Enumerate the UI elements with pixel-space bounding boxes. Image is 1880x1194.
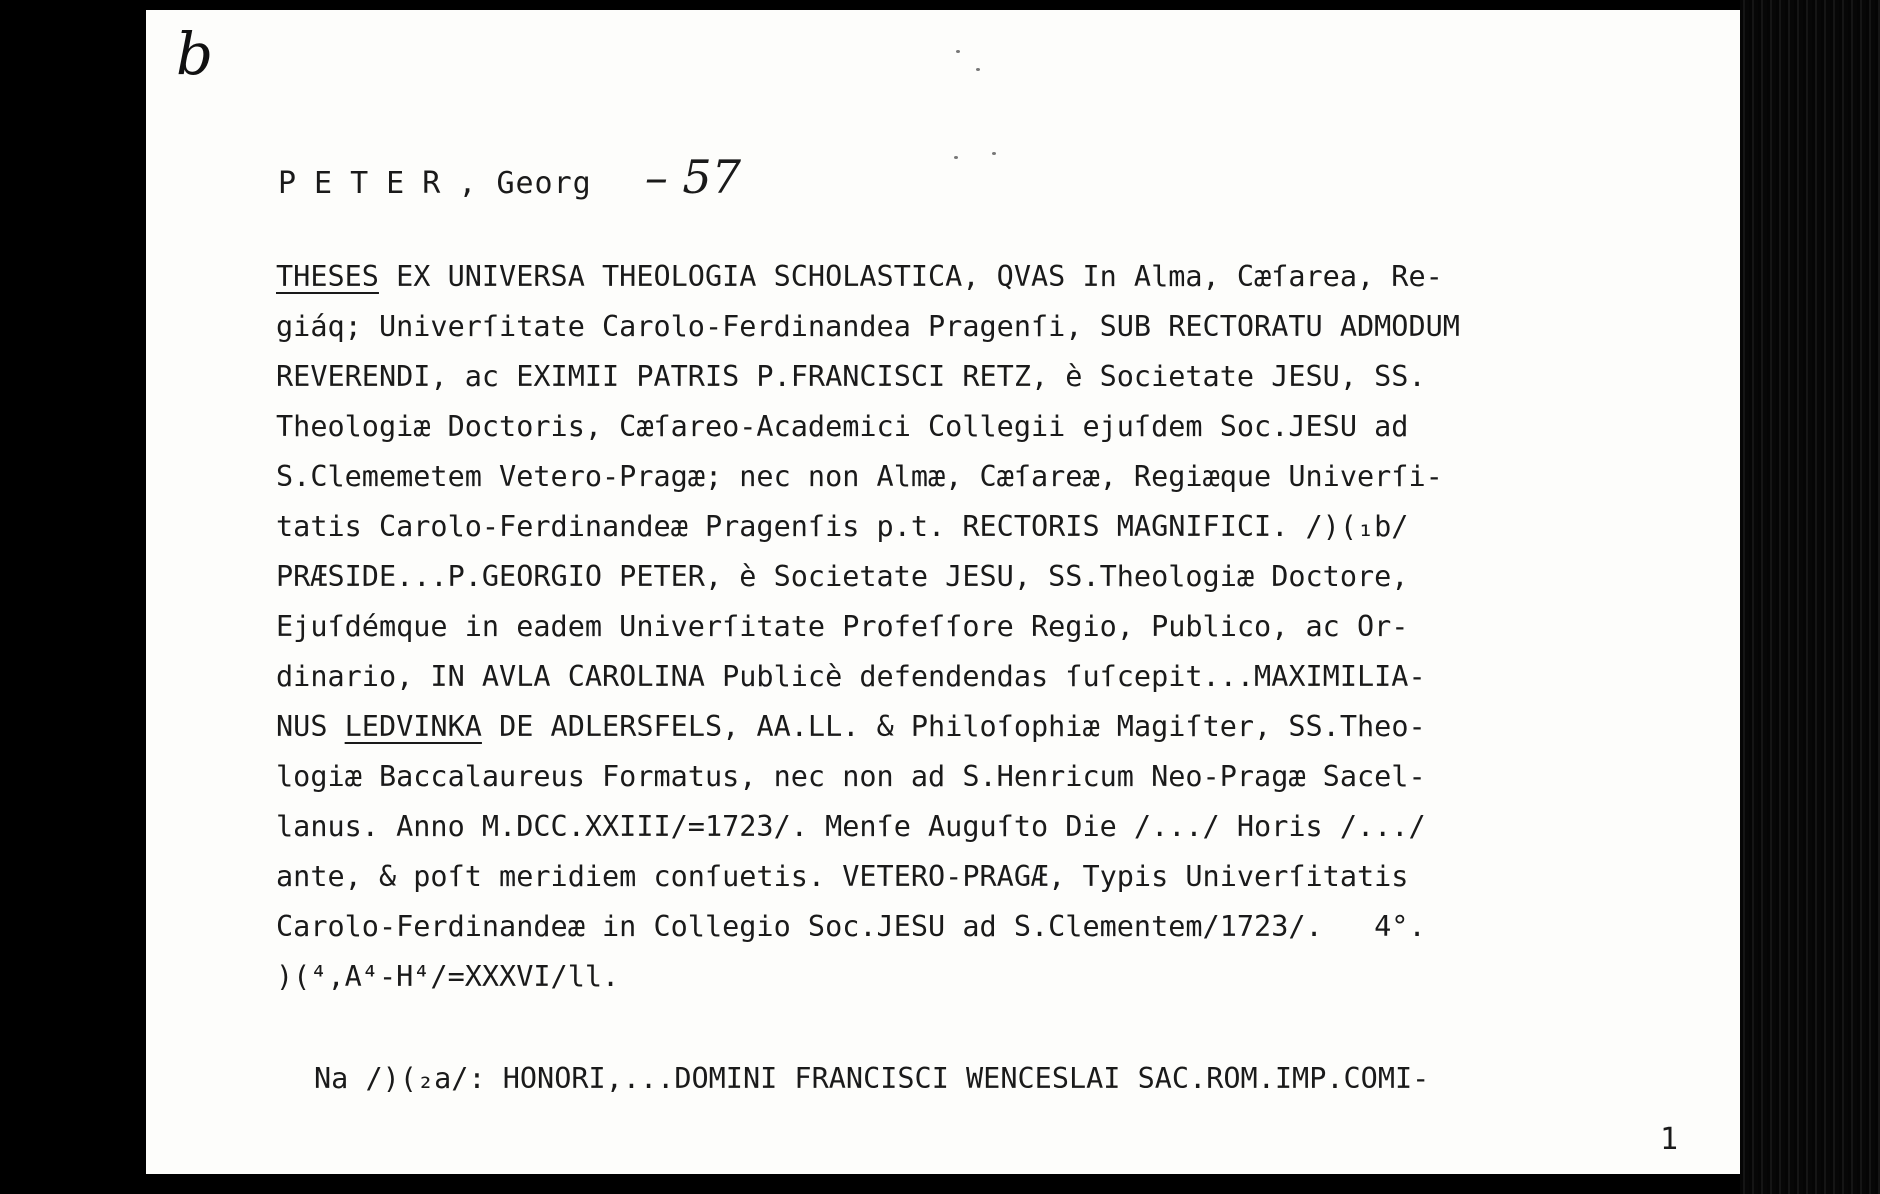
underlined-word: THESES (276, 260, 379, 293)
author-given-name: Georg (496, 166, 592, 201)
entry-line: S.Clememetem Vetero-Pragæ; nec non Almæ, Cæſareæ, Regiæque Univerſi- (276, 460, 1443, 493)
scan-speck (956, 50, 960, 53)
scan-speck (992, 152, 996, 155)
entry-line (276, 252, 1736, 302)
entry-line: ante, & poſt meridiem conſuetis. VETERO-PRAGÆ, Typis Univerſitatis (276, 860, 1409, 893)
entry-line (276, 702, 1736, 752)
catalog-card (146, 10, 1742, 1174)
scan-edge (1740, 0, 1880, 1194)
entry-line: Theologiæ Doctoris, Cæſareo-Academici Collegii ejuſdem Soc.JESU ad (276, 410, 1409, 443)
entry-line-rest: EX UNIVERSA THEOLOGIA SCHOLASTICA, QVAS In Alma, Cæſarea, Re- (378, 260, 1443, 293)
entry-line: PRÆSIDE...P.GEORGIO PETER, è Societate JESU, SS.Theologiæ Doctore, (276, 560, 1409, 593)
entry-line: logiæ Baccalaureus Formatus, nec non ad S.Henricum Neo-Pragæ Sacel- (276, 760, 1426, 793)
page-number: 1 (1660, 1122, 1679, 1157)
scan-speck (976, 68, 980, 71)
catalog-entry-text (276, 252, 1736, 1002)
entry-line: )(⁴,A⁴-H⁴/=XXXVI/ll. (276, 960, 620, 993)
entry-line: REVERENDI, ac EXIMII PATRIS P.FRANCISCI RETZ, è Societate JESU, SS. (276, 360, 1426, 393)
entry-line: Ejuſdémque in eadem Univerſitate Profeſſore Regio, Publico, ac Or- (276, 610, 1409, 643)
underlined-word: LEDVINKA (344, 710, 482, 743)
entry-line-prefix: NUS (276, 710, 345, 743)
entry-line: giáq; Univerſitate Carolo-Ferdinandea Pragenſi, SUB RECTORATU ADMODUM (276, 310, 1460, 343)
entry-line: Carolo-Ferdinandeæ in Collegio Soc.JESU ad S.Clementem/1723/. 4°. (276, 910, 1426, 943)
scan-speck (954, 156, 958, 159)
entry-line: tatis Carolo-Ferdinandeæ Pragenſis p.t. RECTORIS MAGNIFICI. /)(₁b/ (276, 510, 1409, 543)
entry-line: lanus. Anno M.DCC.XXIII/=1723/. Menſe Auguſto Die /.../ Horis /.../ (276, 810, 1426, 843)
handwritten-corner-mark: b (176, 20, 214, 88)
heading-separator: , (458, 166, 478, 201)
author-surname: PETER (278, 166, 459, 201)
entry-line: dinario, IN AVLA CAROLINA Publicè defendendas ſuſcepit...MAXIMILIA- (276, 660, 1426, 693)
handwritten-note: – 57 (644, 150, 741, 204)
entry-line-rest: DE ADLERSFELS, AA.LL. & Philoſophiæ Magiſter, SS.Theo- (481, 710, 1426, 743)
card-heading (278, 150, 741, 204)
continuation-line: Na /)(₂a/: HONORI,...DOMINI FRANCISCI WENCESLAI SAC.ROM.IMP.COMI- (314, 1062, 1430, 1095)
